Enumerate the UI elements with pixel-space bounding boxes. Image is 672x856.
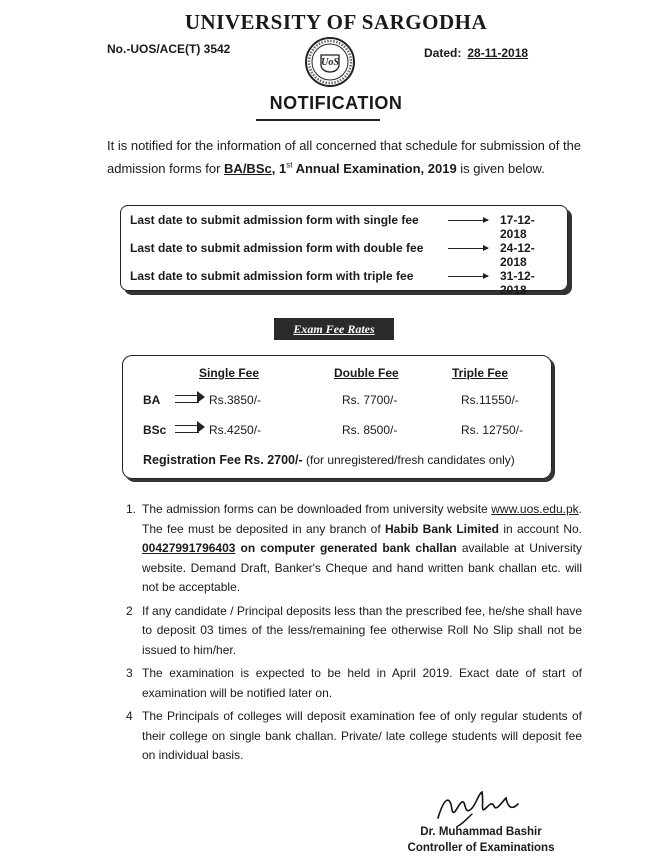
- registration-fee-line: [143, 453, 515, 467]
- item-text: . The fee must be deposited in any branch of: [142, 502, 582, 536]
- column-header-single: Single Fee: [199, 366, 260, 380]
- reference-number: No.-UOS/ACE(T) 3542: [107, 42, 231, 56]
- university-website-link[interactable]: www.uos.edu.pk: [491, 502, 579, 516]
- intro-program: BA/BSc: [224, 161, 272, 176]
- dated-label: Dated:: [424, 46, 462, 60]
- deadline-box: [120, 205, 568, 297]
- bank-name: Habib Bank Limited: [385, 521, 499, 536]
- registration-label: Registration Fee: [143, 453, 241, 467]
- dated: [424, 46, 528, 60]
- double-arrow-icon: [175, 425, 199, 433]
- list-item: [126, 664, 582, 703]
- svg-text:UoS: UoS: [321, 57, 339, 68]
- item-text: available at University website. Demand Draft, Banker's Cheque and hand written bank challan etc. will not be acceptable.: [142, 541, 582, 594]
- item-number: 1.: [126, 502, 137, 516]
- item-number: 4: [126, 709, 133, 723]
- account-number: 00427991796403: [142, 541, 236, 555]
- item-number: 2: [126, 603, 133, 618]
- intro-ordinal: 1: [278, 161, 287, 176]
- intro-ordinal-suffix: st: [286, 160, 293, 170]
- list-item: [126, 707, 582, 766]
- registration-amount: Rs. 2700/-: [244, 453, 303, 467]
- university-title: UNIVERSITY OF SARGODHA: [184, 10, 488, 34]
- item-text: The Principals of colleges will deposit examination fee of only regular students of their college on single bank challan. Private/ late college students will deposit fee on individual basis.: [142, 709, 582, 762]
- handwritten-signature: [432, 784, 532, 828]
- intro-text-start: It is notified for the information of all concerned that schedule for submission of the admission forms for: [107, 138, 582, 176]
- list-item: [126, 500, 582, 598]
- instructions-list: [126, 500, 582, 770]
- fee-rates-box: [122, 355, 552, 479]
- deadline-date: 31-12-2018: [500, 269, 535, 297]
- signatory-block: [396, 824, 566, 856]
- fee-row-ba: [143, 393, 543, 409]
- double-fee: Rs. 8500/-: [342, 423, 398, 437]
- fee-rates-title: Exam Fee Rates: [274, 318, 394, 340]
- deadline-date: 24-12-2018: [500, 241, 535, 269]
- heading-underline: [256, 119, 380, 121]
- intro-text-end: is given below.: [456, 161, 545, 176]
- list-item: [126, 602, 582, 661]
- single-fee: Rs.3850/-: [209, 393, 262, 407]
- column-header-double: Double Fee: [334, 366, 399, 380]
- arrow-icon: [448, 248, 488, 249]
- column-header-triple: Triple Fee: [452, 366, 509, 380]
- fee-row-bsc: [143, 423, 543, 439]
- deadline-label: Last date to submit admission form with triple fee: [130, 269, 414, 283]
- triple-fee: Rs. 12750/-: [461, 423, 524, 437]
- item-number: 3: [126, 666, 133, 680]
- deadline-label: Last date to submit admission form with single fee: [130, 213, 419, 227]
- signatory-title: Controller of Examinations: [407, 842, 555, 854]
- single-fee: Rs.4250/-: [209, 423, 262, 437]
- notification-heading: NOTIFICATION: [269, 93, 403, 113]
- arrow-icon: [448, 276, 488, 277]
- item-text: The admission forms can be downloaded from university website: [142, 502, 492, 516]
- program-name: BSc: [143, 423, 167, 437]
- item-text: If any candidate / Principal deposits less than the prescribed fee, he/she shall have to deposit 03 times of the less/remaining fee otherwise Roll No Slip shall not be issued to him/her.: [142, 603, 582, 657]
- deadline-label: Last date to submit admission form with double fee: [130, 241, 424, 255]
- item-text: in account No.: [499, 521, 582, 536]
- university-seal-logo: [304, 36, 356, 88]
- program-name: BA: [143, 393, 161, 407]
- double-arrow-icon: [175, 395, 199, 403]
- signatory-name: Dr. Muhammad Bashir: [420, 826, 542, 838]
- arrow-icon: [448, 220, 488, 221]
- item-text: The examination is expected to be held in April 2019. Exact date of start of examination will be notified later on.: [142, 666, 582, 700]
- triple-fee: Rs.11550/-: [461, 393, 519, 407]
- intro-exam: Annual Examination, 2019: [292, 161, 457, 176]
- intro-comma: ,: [271, 161, 279, 176]
- dated-value: 28-11-2018: [467, 46, 529, 60]
- deadline-date: 17-12-2018: [500, 213, 535, 241]
- intro-paragraph: [107, 134, 585, 180]
- challan-note: on computer generated bank challan: [235, 541, 457, 555]
- double-fee: Rs. 7700/-: [342, 393, 398, 407]
- registration-note: (for unregistered/fresh candidates only): [306, 453, 515, 467]
